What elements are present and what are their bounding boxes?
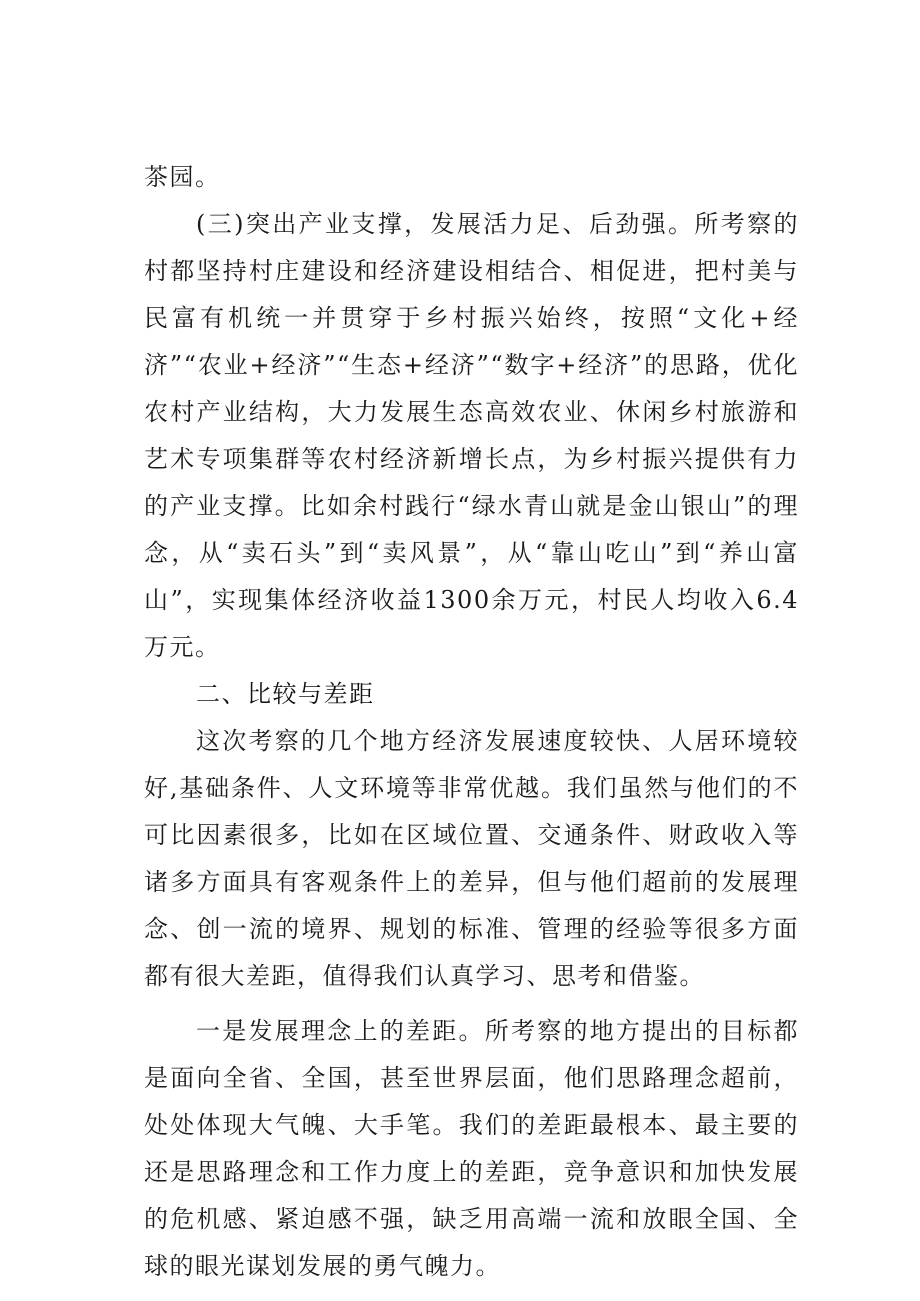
- paragraph-concept-gap: 一是发展理念上的差距。所考察的地方提出的目标都是面向全省、全国，甚至世界层面，他们思路理念超前，处处体现大气魄、大手笔。我们的差距最根本、最主要的还是思路理念和工作力度上的差距，竞争意识和加快发展的危机感、紧迫感不强，缺乏用高端一流和放眼全国、全球的眼光谋划发展的勇气魄力。: [144, 1017, 799, 1280]
- paragraph-industry-support: (三)突出产业支撑，发展活力足、后劲强。所考察的村都坚持村庄建设和经济建设相结合、相促进，把村美与民富有机统一并贯穿于乡村振兴始终，按照“文化+经济”“农业+经济”“生态+经济”“数字+经济”的思路，优化农村产业结构，大力发展生态高效农业、休闲乡村旅游和艺术专项集群等农村经济新增长点，为乡村振兴提供有力的产业支撑。比如余村践行“绿水青山就是金山银山”的理念，从“卖石头”到“卖风景”，从“靠山吃山”到“养山富山”，实现集体经济收益1300余万元，村民人均收入6.4万元。: [144, 210, 799, 661]
- paragraph-comparison: 这次考察的几个地方经济发展速度较快、人居环境较好,基础条件、人文环境等非常优越。我们虽然与他们的不可比因素很多，比如在区域位置、交通条件、财政收入等诸多方面具有客观条件上的差异，但与他们超前的发展理念、创一流的境界、规划的标准、管理的经验等很多方面都有很大差距，值得我们认真学习、思考和借鉴。: [144, 727, 799, 990]
- document-body: [144, 154, 799, 1290]
- section-heading: 二、比较与差距: [196, 680, 375, 708]
- paragraph-continuation: 茶园。: [144, 163, 221, 191]
